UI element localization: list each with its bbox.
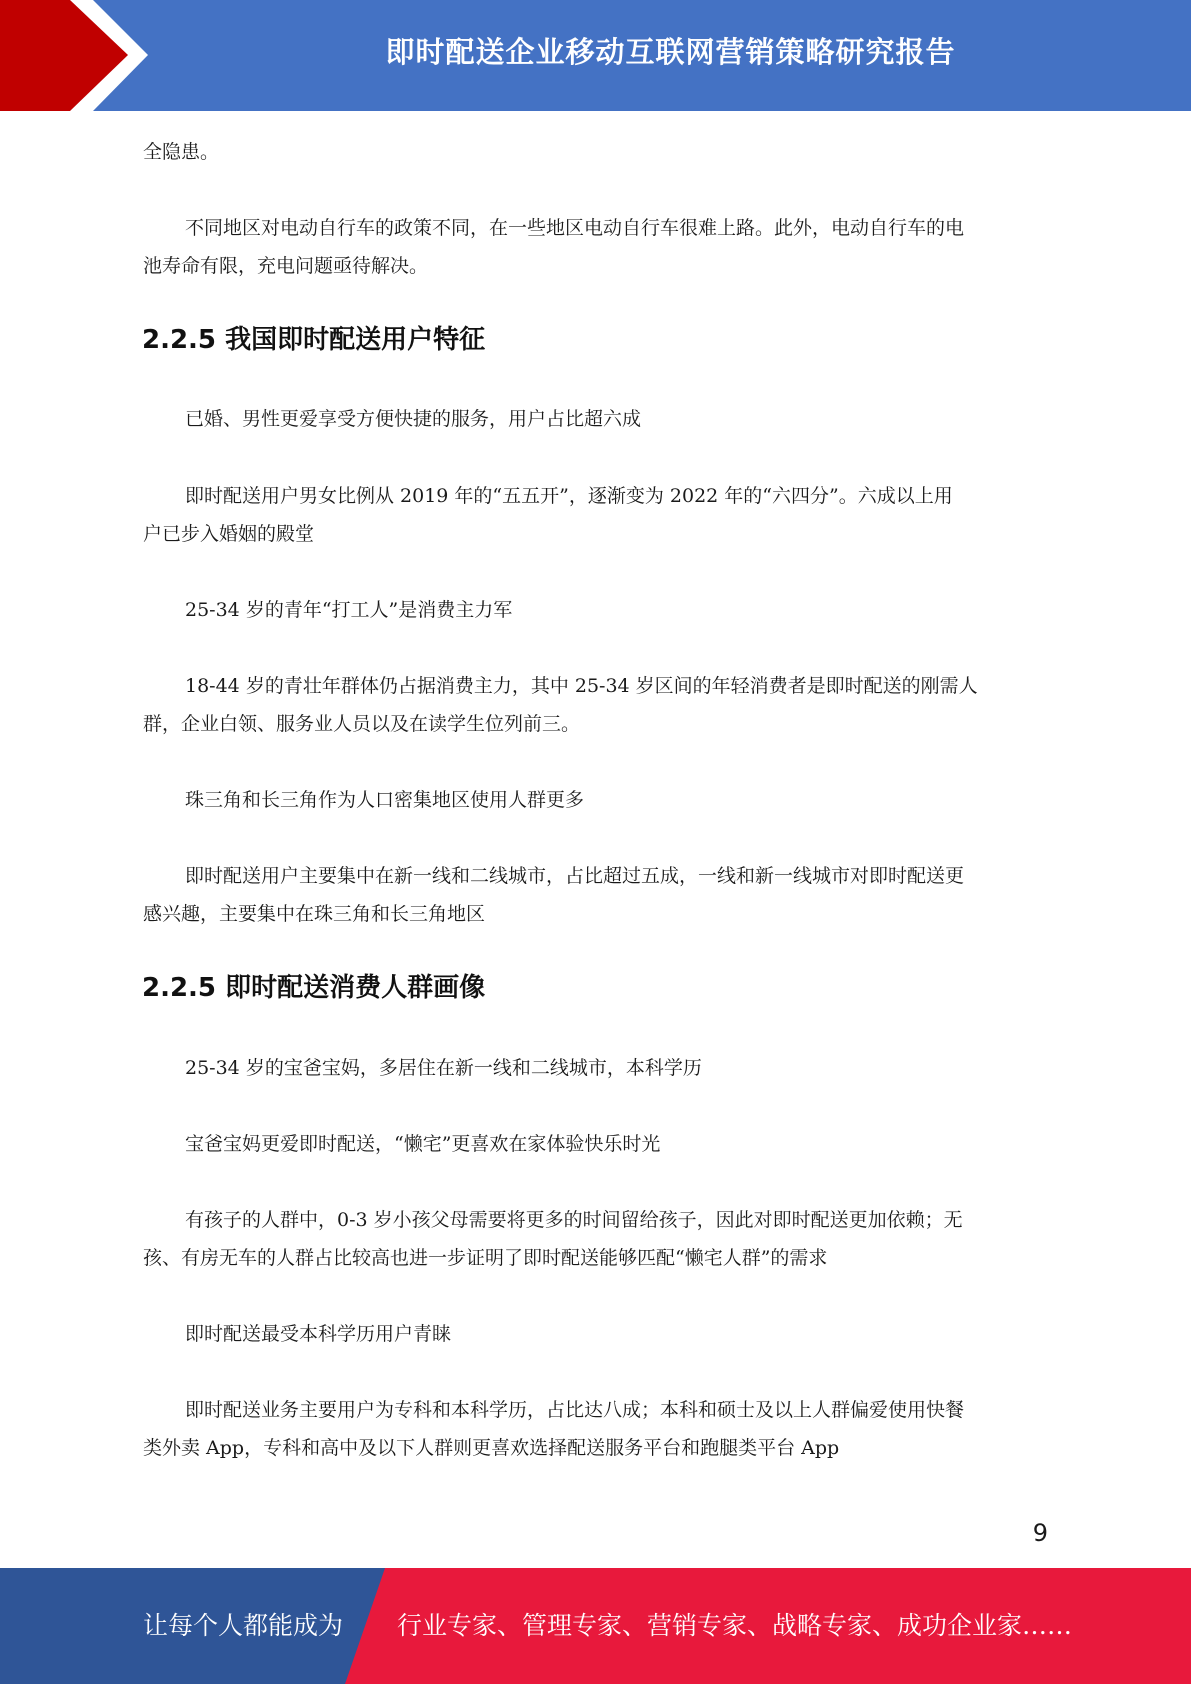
paragraph-line: 户已步入婚姻的殿堂 (143, 523, 315, 545)
footer-slogan-left: 让每个人都能成为 (143, 1611, 344, 1640)
paragraph-line: 类外卖 App，专科和高中及以下人群则更喜欢选择配送服务平台和跑腿类平台 App (143, 1437, 840, 1459)
paragraph-line: 即时配送用户男女比例从 2019 年的“五五开”，逐渐变为 2022 年的“六四分”。六成以上用 (185, 485, 953, 507)
paragraph-line: 池寿命有限，充电问题亟待解决。 (143, 255, 429, 277)
subheading-line: 珠三角和长三角作为人口密集地区使用人群更多 (185, 789, 585, 811)
paragraph-line: 孩、有房无车的人群占比较高也进一步证明了即时配送能够匹配“懒宅人群”的需求 (143, 1247, 828, 1269)
subheading-line: 25-34 岁的宝爸宝妈，多居住在新一线和二线城市，本科学历 (185, 1057, 702, 1079)
footer-slogan-right: 行业专家、管理专家、营销专家、战略专家、成功企业家…… (397, 1611, 1073, 1640)
subheading-line: 已婚、男性更爱享受方便快捷的服务，用户占比超六成 (185, 408, 642, 430)
paragraph-line: 全隐患。 (143, 141, 220, 163)
section-heading: 2.2.5 我国即时配送用户特征 (142, 325, 486, 355)
paragraph-line: 即时配送业务主要用户为专科和本科学历，占比达八成；本科和硕士及以上人群偏爱使用快餐 (185, 1399, 965, 1421)
subheading-line: 即时配送最受本科学历用户青睐 (185, 1323, 452, 1345)
header-arrow-decoration (0, 0, 160, 111)
page-number: 9 (1032, 1519, 1048, 1547)
subheading-line: 25-34 岁的青年“打工人”是消费主力军 (185, 599, 513, 621)
report-title: 即时配送企业移动互联网营销策略研究报告 (385, 35, 956, 69)
paragraph-line: 18-44 岁的青壮年群体仍占据消费主力，其中 25-34 岁区间的年轻消费者是即时配送的刚需人 (185, 675, 978, 697)
paragraph-line: 不同地区对电动自行车的政策不同，在一些地区电动自行车很难上路。此外，电动自行车的电 (185, 217, 965, 239)
subheading-line: 宝爸宝妈更爱即时配送，“懒宅”更喜欢在家体验快乐时光 (185, 1133, 661, 1155)
paragraph-line: 群，企业白领、服务业人员以及在读学生位列前三。 (143, 713, 581, 735)
paragraph-line: 有孩子的人群中，0-3 岁小孩父母需要将更多的时间留给孩子，因此对即时配送更加依赖；无 (185, 1209, 963, 1231)
paragraph-line: 即时配送用户主要集中在新一线和二线城市，占比超过五成，一线和新一线城市对即时配送更 (185, 865, 965, 887)
page-footer (0, 1568, 1191, 1684)
page-header (0, 0, 1191, 111)
paragraph-line: 感兴趣，主要集中在珠三角和长三角地区 (143, 903, 486, 925)
section-heading: 2.2.5 即时配送消费人群画像 (142, 973, 486, 1003)
